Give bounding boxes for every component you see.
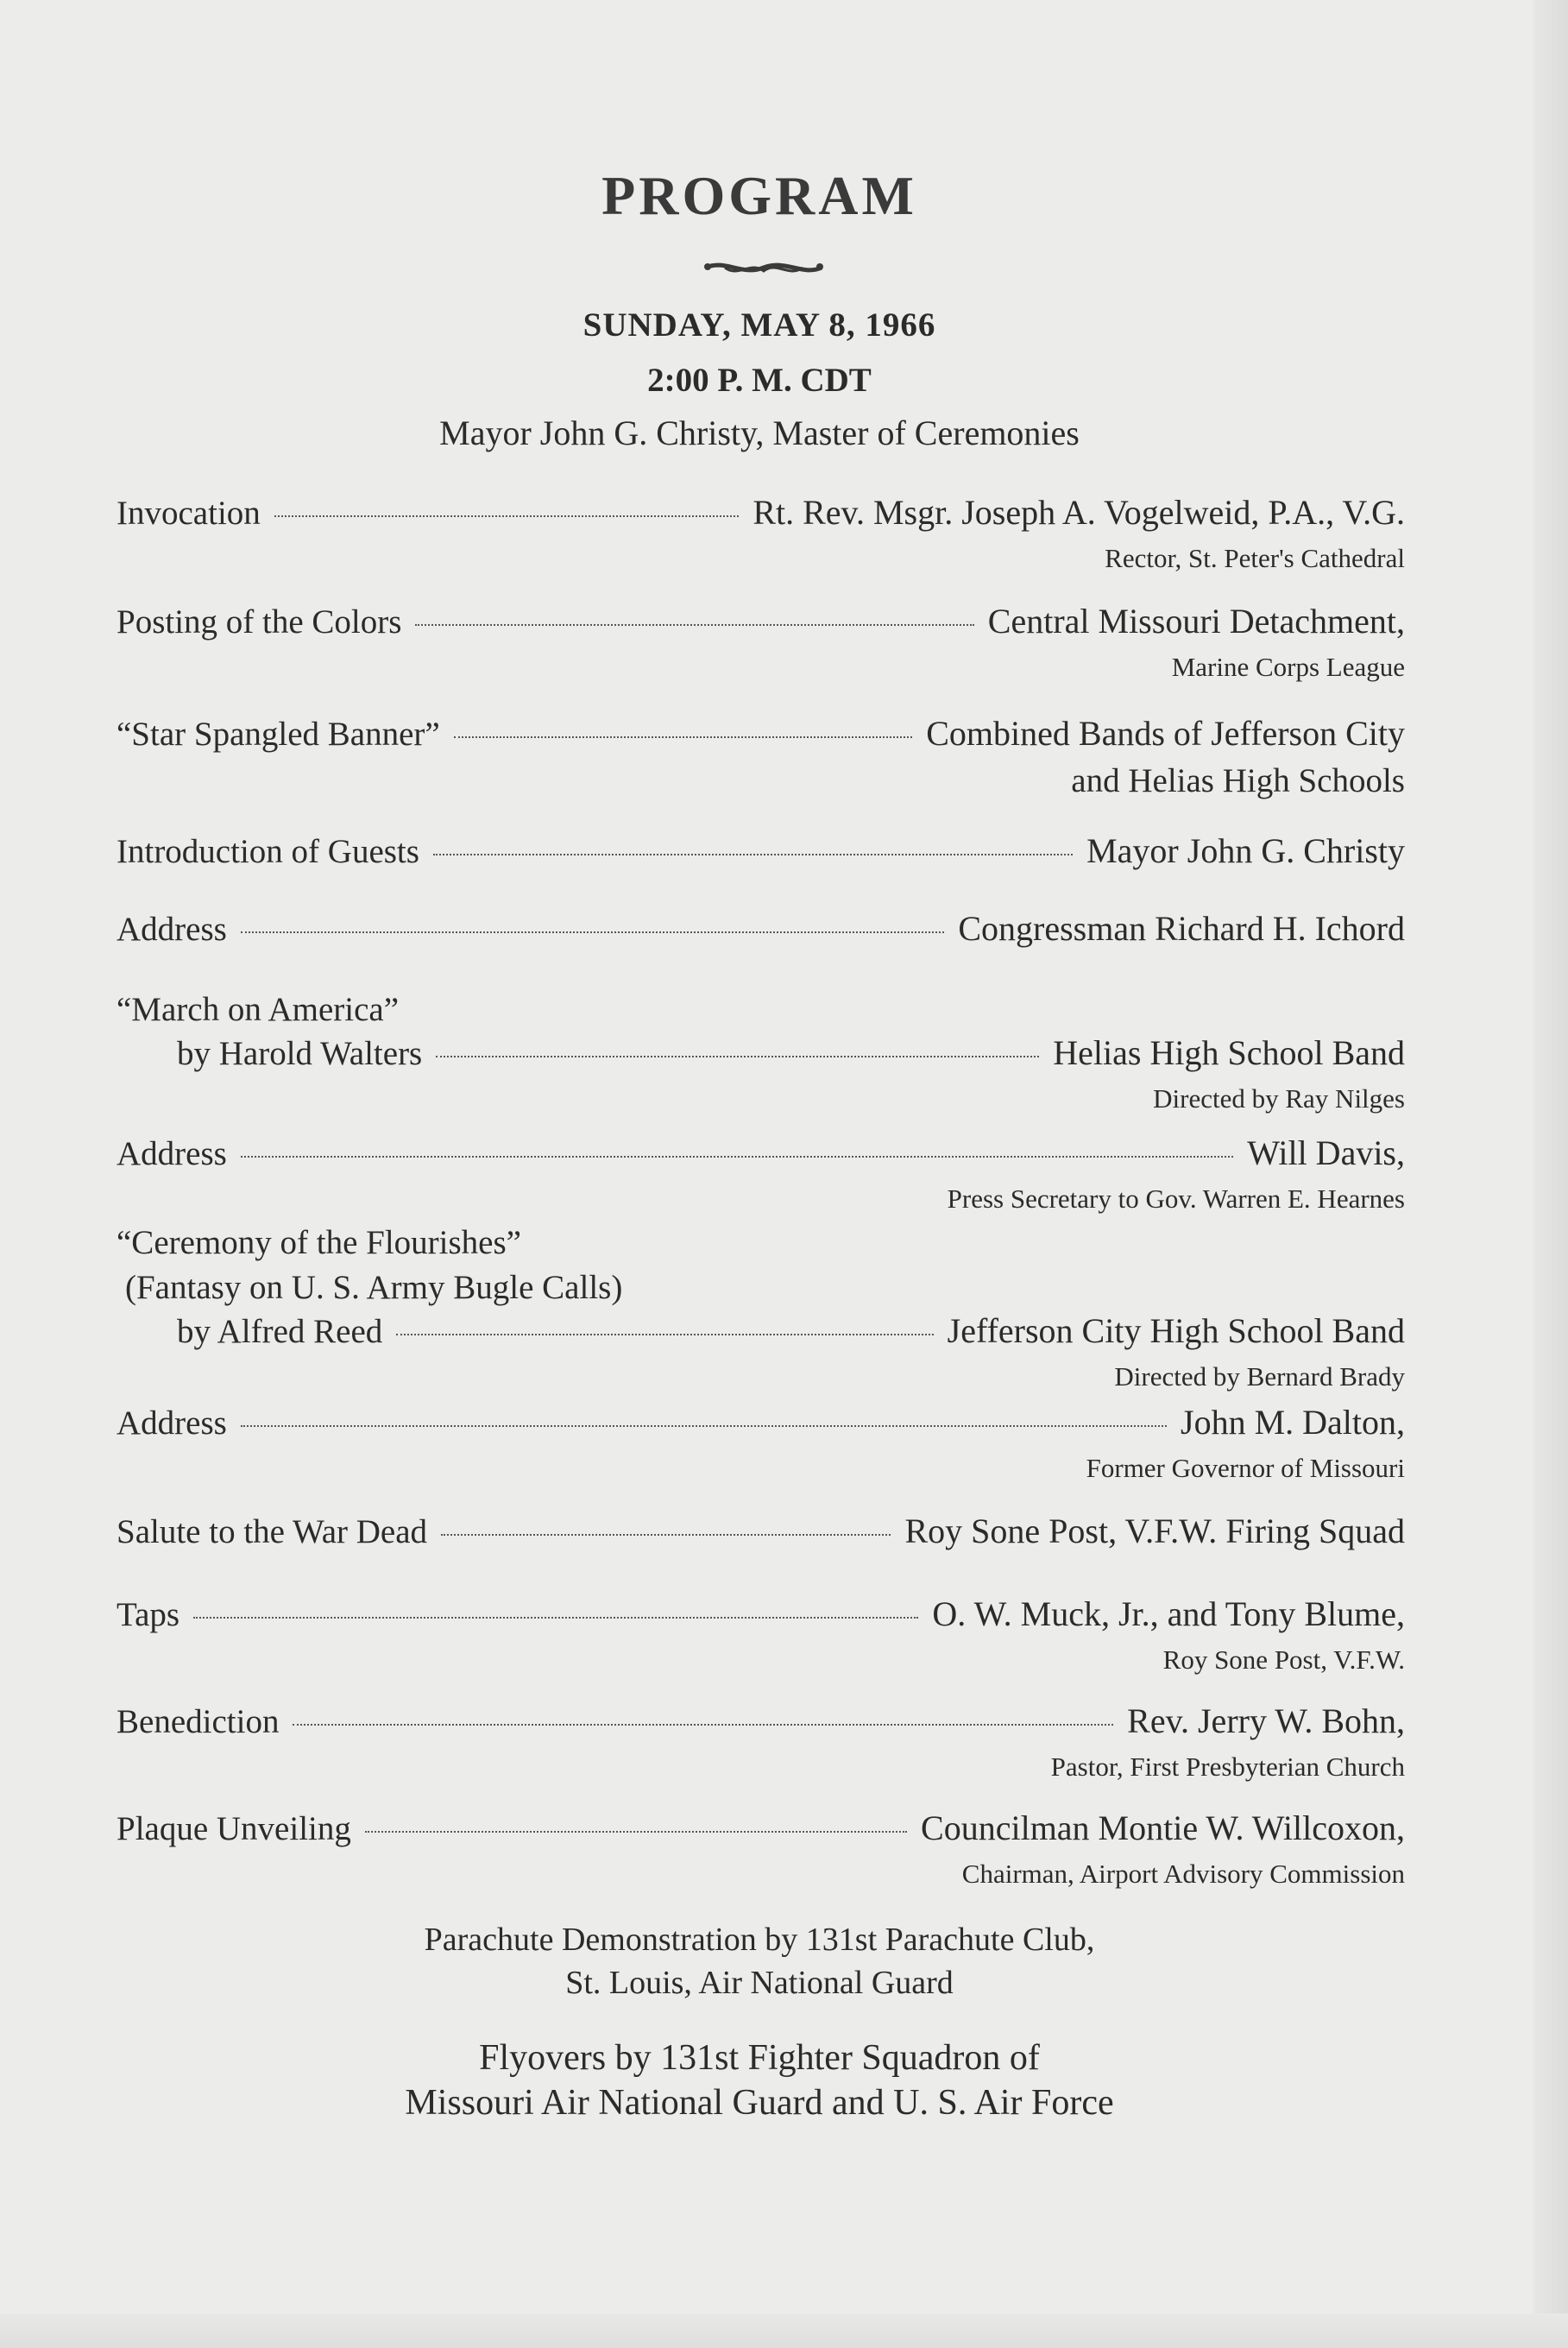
program-item-event: Address xyxy=(116,1135,227,1172)
program-item-detail: Former Governor of Missouri xyxy=(1086,1453,1405,1483)
program-item-event: Taps xyxy=(116,1596,180,1633)
program-item-detail: Marine Corps League xyxy=(1171,652,1405,682)
program-item-detail: Directed by Bernard Brady xyxy=(1114,1361,1405,1392)
program-item xyxy=(116,908,1405,956)
program-item-event: Address xyxy=(116,1404,227,1442)
flyover-line-2: Missouri Air National Guard and U. S. Air Force xyxy=(405,2083,1114,2123)
program-item-title: “Ceremony of the Flourishes” xyxy=(116,1224,521,1261)
program-item xyxy=(116,1221,1405,1395)
program-item-detail: Pastor, First Presbyterian Church xyxy=(1050,1752,1405,1782)
parachute-demonstration xyxy=(0,1918,1519,2004)
program-item-performer: John M. Dalton, xyxy=(1181,1403,1405,1442)
program-item-event: Benediction xyxy=(116,1703,280,1740)
flyover-line-1: Flyovers by 131st Fighter Squadron of xyxy=(479,2038,1040,2078)
program-item-detail: Directed by Ray Nilges xyxy=(1153,1083,1405,1114)
program-item-performer: Roy Sone Post, V.F.W. Firing Squad xyxy=(904,1512,1405,1550)
program-item xyxy=(116,601,1405,685)
program-item-performer: Councilman Montie W. Willcoxon, xyxy=(921,1808,1405,1847)
flyovers xyxy=(0,2036,1519,2125)
program-item-performer: O. W. Muck, Jr., and Tony Blume, xyxy=(932,1594,1405,1633)
program-item xyxy=(116,830,1405,879)
program-item xyxy=(116,492,1405,577)
program-item xyxy=(116,713,1405,801)
program-item-detail: Press Secretary to Gov. Warren E. Hearnes xyxy=(947,1183,1405,1214)
program-item xyxy=(116,988,1405,1117)
page-edge-bottom xyxy=(0,2313,1568,2348)
leader-dots xyxy=(454,735,913,738)
leader-dots xyxy=(241,930,945,933)
program-item-event: Introduction of Guests xyxy=(116,833,419,870)
program-item-performer: Congressman Richard H. Ichord xyxy=(958,909,1405,948)
program-item-detail: Roy Sone Post, V.F.W. xyxy=(1162,1644,1405,1675)
event-time: 2:00 P. M. CDT xyxy=(647,362,872,399)
program-item-subtitle: (Fantasy on U. S. Army Bugle Calls) xyxy=(125,1269,623,1306)
leader-dots xyxy=(241,1154,1233,1158)
program-item-performer: Helias High School Band xyxy=(1053,1033,1405,1072)
ornament-flourish-icon xyxy=(699,256,828,281)
program-item-detail: Chairman, Airport Advisory Commission xyxy=(961,1859,1405,1889)
program-item-event: Address xyxy=(116,911,227,948)
program-item-performer: Rt. Rev. Msgr. Joseph A. Vogelweid, P.A., V.G. xyxy=(753,493,1405,532)
program-item xyxy=(116,1808,1405,1892)
program-item-performer: Jefferson City High School Band xyxy=(947,1311,1405,1350)
program-item xyxy=(116,1511,1405,1559)
program-item-event: Invocation xyxy=(116,495,261,532)
program-item xyxy=(116,1133,1405,1217)
program-item-event: Salute to the War Dead xyxy=(116,1513,428,1550)
program-item xyxy=(116,1402,1405,1486)
master-of-ceremonies: Mayor John G. Christy, Master of Ceremonies xyxy=(439,413,1080,452)
parachute-line-1: Parachute Demonstration by 131st Parachute Club, xyxy=(424,1922,1095,1958)
program-item-performer: Rev. Jerry W. Bohn, xyxy=(1127,1701,1405,1740)
program-item xyxy=(116,1701,1405,1785)
leader-dots xyxy=(274,514,740,517)
leader-dots xyxy=(241,1423,1167,1427)
program-item-performer: Combined Bands of Jefferson City xyxy=(926,714,1405,753)
event-date: SUNDAY, MAY 8, 1966 xyxy=(582,306,936,344)
program-item xyxy=(116,1594,1405,1678)
program-item-performer: Mayor John G. Christy xyxy=(1086,831,1405,870)
program-item-detail: Rector, St. Peter's Cathedral xyxy=(1105,543,1405,573)
program-item-title: “March on America” xyxy=(116,991,400,1028)
program-item-event: “Star Spangled Banner” xyxy=(116,716,440,753)
leader-dots xyxy=(293,1722,1113,1726)
program-item-detail: and Helias High Schools xyxy=(1071,762,1405,799)
page-edge-right xyxy=(1533,0,1568,2348)
parachute-line-2: St. Louis, Air National Guard xyxy=(565,1965,954,2001)
leader-dots xyxy=(365,1829,907,1833)
program-item-event: by Alfred Reed xyxy=(177,1313,383,1350)
program-item-event: by Harold Walters xyxy=(177,1035,423,1072)
leader-dots xyxy=(433,852,1073,855)
leader-dots xyxy=(436,1054,1039,1057)
leader-dots xyxy=(441,1532,891,1536)
page-title: PROGRAM xyxy=(601,165,917,226)
leader-dots xyxy=(193,1615,918,1619)
program-item-performer: Will Davis, xyxy=(1247,1133,1405,1172)
leader-dots xyxy=(396,1332,933,1335)
program-item-performer: Central Missouri Detachment, xyxy=(987,602,1405,641)
program-item-event: Plaque Unveiling xyxy=(116,1810,351,1847)
program-item-event: Posting of the Colors xyxy=(116,603,402,641)
leader-dots xyxy=(415,622,973,626)
